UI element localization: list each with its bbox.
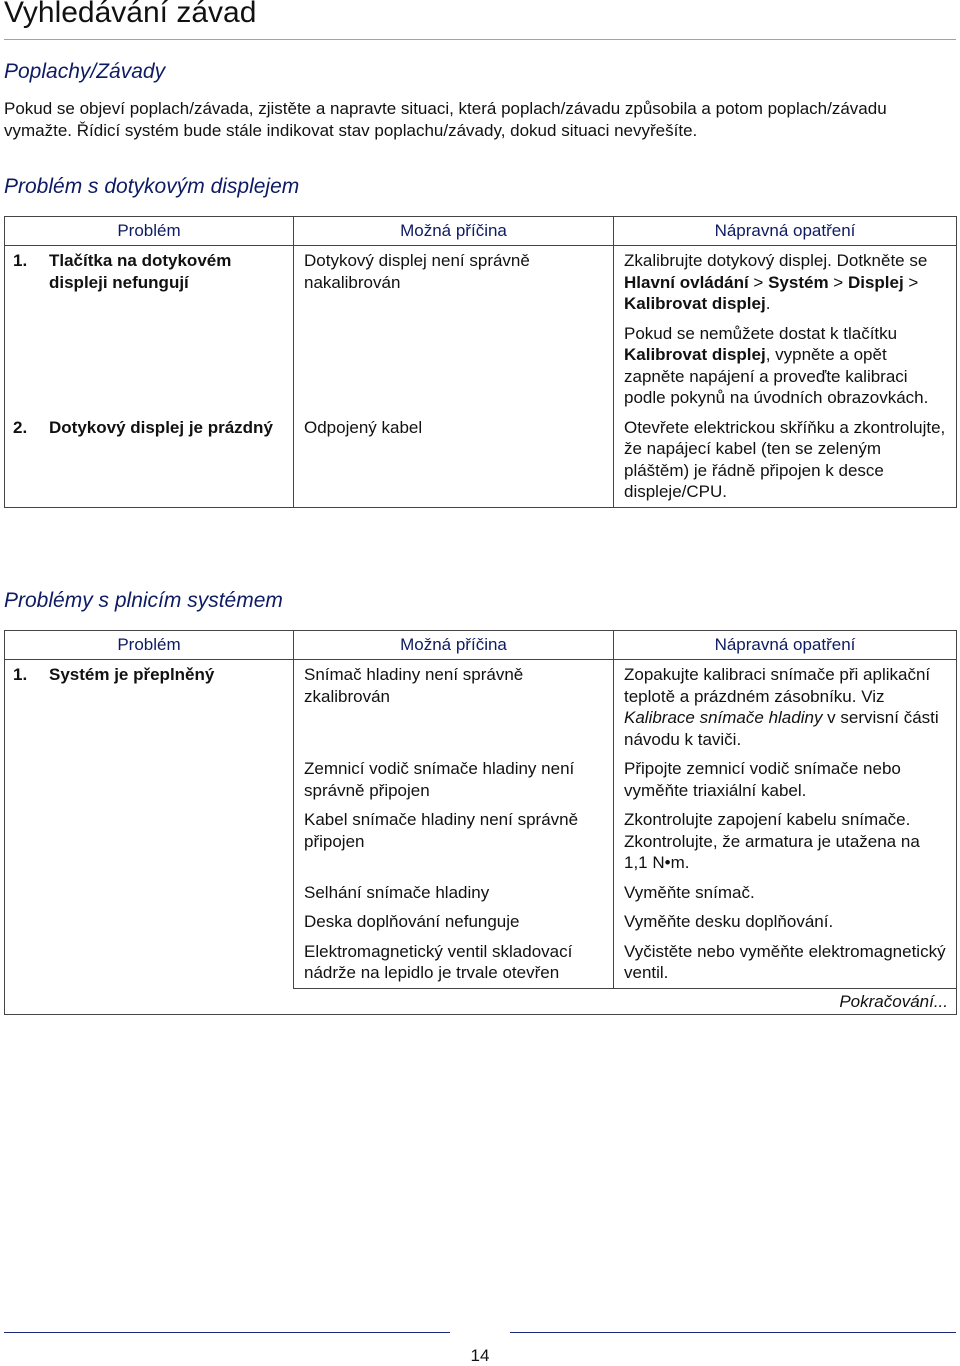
remedy-cell: [614, 246, 957, 413]
menu-path-system: Systém: [768, 272, 829, 292]
table-header-row: [5, 217, 957, 246]
footer-rule-left: [4, 1332, 450, 1333]
remedy-cell: Vyměňte snímač.: [614, 878, 957, 908]
manual-reference: Kalibrace snímače hladiny: [624, 708, 823, 727]
continued-note: Pokračování...: [5, 988, 957, 1015]
alarms-text: Pokud se objeví poplach/závada, zjistěte a napravte situaci, která poplach/závadu způsobila a potom poplach/závadu vymažte. Řídicí systém bude stále indikovat stav poplachu/závady, dokud situaci nevyřešíte.: [4, 99, 887, 140]
remedy-cell: Zkontrolujte zapojení kabelu snímače. Zkontrolujte, že armatura je utažena na 1,1 N•m.: [614, 805, 957, 878]
remedy-cell: Zopakujte kalibraci snímače při aplikační teplotě a prázdném zásobníku. Viz Kalibrace snímače hladiny v servisní části návodu k taviči.: [614, 660, 957, 755]
problem-text: Tlačítka na dotykovém displeji nefungují: [49, 251, 232, 292]
cause-cell: Dotykový displej není správně nakalibrován: [294, 246, 614, 413]
footer-rule-right: [510, 1332, 956, 1333]
continued-row: [5, 988, 957, 1015]
remedy-paragraph: Pokud se nemůžete dostat k tlačítku Kalibrovat displej, vypněte a opět zapněte napájení a proveďte kalibraci podle pokynů na úvodních obrazovkách.: [624, 323, 929, 407]
cause-cell: Elektromagnetický ventil skladovací nádrže na lepidlo je trvale otevřen: [294, 937, 614, 989]
page-number: 14: [470, 1346, 490, 1365]
fill-problems-table: [4, 630, 957, 1015]
problem-number: 2.: [13, 417, 28, 437]
cause-cell: Deska doplňování nefunguje: [294, 907, 614, 937]
fill-heading: Problémy s plnicím systémem: [4, 589, 283, 612]
remedy-cell: Vyměňte desku doplňování.: [614, 907, 957, 937]
cause-cell: Selhání snímače hladiny: [294, 878, 614, 908]
column-header-remedy: Nápravná opatření: [614, 217, 957, 246]
problem-cell: [5, 413, 294, 508]
problem-number: 1.: [13, 665, 28, 684]
column-header-cause: Možná příčina: [294, 631, 614, 660]
column-header-problem: Problém: [5, 631, 294, 660]
column-header-remedy: Nápravná opatření: [614, 631, 957, 660]
cause-cell: Odpojený kabel: [294, 413, 614, 508]
alarms-heading: Poplachy/Závady: [4, 60, 166, 83]
touch-problems-table: [4, 216, 957, 508]
remedy-cell: Vyčistěte nebo vyměňte elektromagnetický ventil.: [614, 937, 957, 989]
table-row: [5, 660, 957, 755]
page-title: Vyhledávání závad: [4, 0, 257, 29]
menu-path-display: Displej: [847, 272, 904, 292]
problem-text: Dotykový displej je prázdný: [49, 417, 273, 437]
cause-cell: Kabel snímače hladiny není správně připojen: [294, 805, 614, 878]
calibrate-button-ref: Kalibrovat displej: [624, 345, 766, 364]
menu-path-calibrate: Kalibrovat displej: [624, 294, 766, 313]
remedy-cell: Připojte zemnicí vodič snímače nebo vyměňte triaxiální kabel.: [614, 754, 957, 805]
column-header-cause: Možná příčina: [294, 217, 614, 246]
title-rule: [4, 39, 956, 40]
table-header-row: [5, 631, 957, 660]
touch-heading: Problém s dotykovým displejem: [4, 175, 300, 198]
table-row: [5, 413, 957, 508]
remedy-paragraph: Zkalibrujte dotykový displej. Dotkněte se Hlavní ovládání > Systém > Displej > Kalibrovat displej.: [624, 251, 928, 313]
menu-path-main-control: Hlavní ovládání: [624, 272, 749, 292]
column-header-problem: Problém: [5, 217, 294, 246]
problem-number: 1.: [13, 251, 28, 270]
table-row: [5, 246, 957, 413]
problem-text: Systém je přeplněný: [49, 665, 215, 684]
problem-cell: [5, 246, 294, 413]
cause-cell: Zemnicí vodič snímače hladiny není správně připojen: [294, 754, 614, 805]
problem-cell: [5, 660, 294, 989]
cause-cell: Snímač hladiny není správně zkalibrován: [294, 660, 614, 755]
remedy-cell: Otevřete elektrickou skříňku a zkontrolujte, že napájecí kabel (ten se zeleným pláštěm) je řádně připojen k desce displeje/CPU.: [614, 413, 957, 508]
